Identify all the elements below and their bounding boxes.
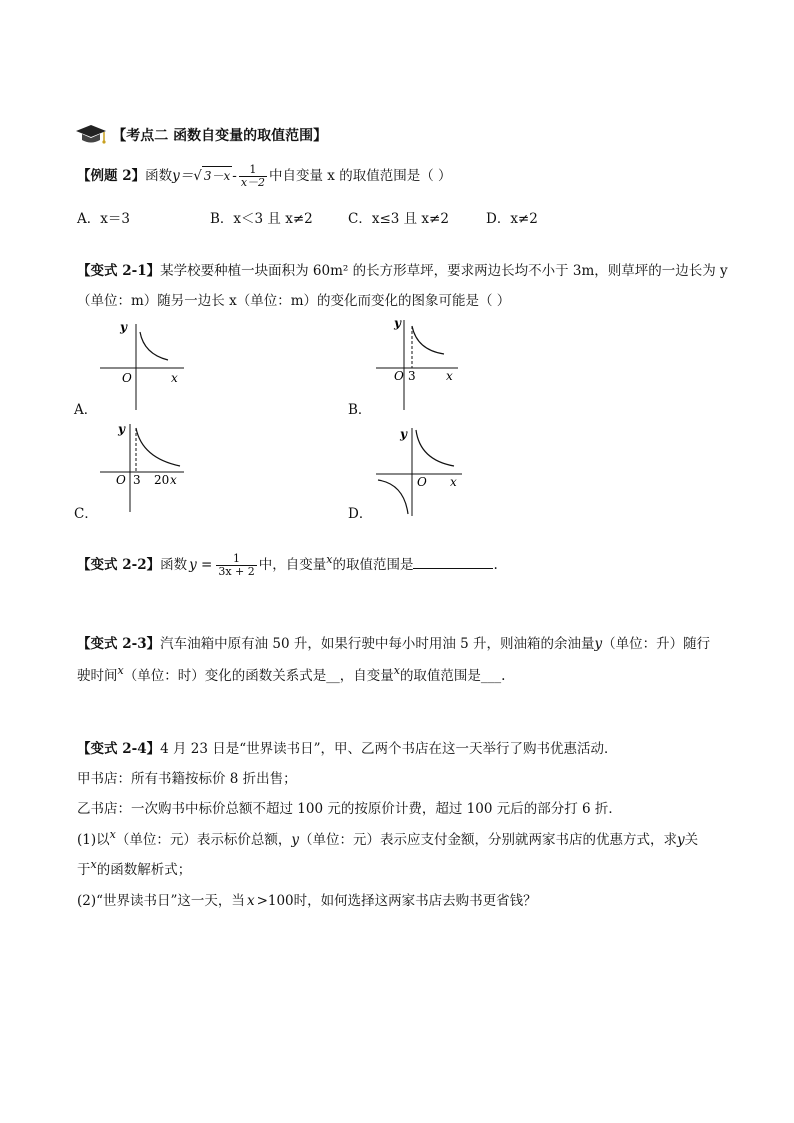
graph-d-origin-label: O — [417, 475, 427, 489]
v22-prefix: 函数 — [160, 557, 188, 573]
v23-var-x: x — [117, 664, 124, 677]
section-title: 【考点二 函数自变量的取值范围】 — [112, 128, 328, 144]
v24-text-4a: (1)以 — [77, 832, 110, 848]
v24-var-x3: x — [90, 858, 97, 871]
graph-c — [96, 418, 192, 514]
graph-d-curve-positive — [416, 430, 454, 466]
v22-suffix: 的取值范围是 — [332, 557, 414, 573]
example2-y-eq: y＝ — [172, 168, 194, 184]
v24-text-4b: （单位：元）表示标价总额， — [115, 832, 292, 848]
example2-minus: - — [232, 168, 237, 184]
example2-fraction — [239, 164, 267, 189]
v23-var-x2: x — [393, 664, 400, 677]
graph-c-three-label: 3 — [133, 473, 141, 487]
example2-option-b[interactable]: B．x＜3 且 x≠2 — [210, 211, 313, 227]
graph-a — [96, 318, 192, 412]
v24-text-5b: 的函数解析式； — [96, 862, 192, 878]
v21-text-line1: 某学校要种植一块面积为 60m² 的长方形草坪，要求两边长均不小于 3m，则草坪的一边长为 y — [160, 263, 728, 279]
v21-option-b[interactable]: B． — [348, 402, 372, 418]
v22-frac-den: 3x + 2 — [218, 565, 255, 578]
v21-option-a[interactable]: A． — [74, 402, 98, 418]
v24-text-5a: 于 — [77, 862, 91, 878]
v24-tag: 【变式 2-4】 — [77, 741, 161, 757]
graph-b-origin-label: O — [394, 369, 404, 383]
v23-text-2c: 的取值范围是___. — [399, 668, 506, 684]
v21-line2: （单位：m）随另一边长 x（单位：m）的变化而变化的图象可能是（ ） — [77, 293, 511, 309]
graph-d-y-label: y — [400, 427, 407, 441]
v21-line1 — [77, 259, 728, 279]
v23-text-1a: 汽车油箱中原有油 50 升，如果行驶中每小时用油 5 升，则油箱的余油量 — [160, 636, 595, 652]
v24-line3: 乙书店：一次购书中标价总额不超过 100 元的按原价计费，超过 100 元后的部分打 6 折． — [77, 801, 622, 817]
v21-option-c[interactable]: C． — [74, 506, 98, 522]
graph-b — [372, 312, 464, 412]
v22-answer-blank[interactable] — [413, 556, 493, 569]
v23-var-y: y — [594, 636, 603, 652]
example2-question: 【例题 2】函数y＝√ 3－x - $\frac{1}{x-2}$ 中自变量 x 的取值范围是（ ） — [77, 163, 452, 189]
v23-tag: 【变式 2-3】 — [77, 636, 161, 652]
v23-line1 — [77, 632, 710, 652]
example2-sqrt: 3－x — [202, 166, 232, 184]
graph-c-curve — [136, 428, 180, 466]
graduation-cap-icon — [74, 124, 108, 146]
v24-var-y2: y — [676, 832, 685, 848]
example2-tag: 【例题 2】 — [77, 168, 146, 184]
v24-var-y: y — [291, 832, 299, 848]
v22-fraction — [216, 553, 256, 578]
example2-frac-den: x－2 — [240, 176, 266, 189]
v22-tag: 【变式 2-2】 — [77, 557, 161, 573]
example2-option-a[interactable]: A．x＝3 — [77, 211, 130, 227]
graph-a-y-label: y — [120, 320, 127, 334]
v24-text-4d: 关 — [684, 832, 699, 848]
graph-d — [372, 422, 468, 518]
example2-frac-num: 1 — [239, 164, 267, 177]
v24-line1 — [77, 737, 618, 757]
graph-d-x-label: x — [450, 475, 457, 489]
v24-line2: 甲书店：所有书籍按标价 8 折出售； — [77, 771, 297, 787]
v24-text-6b: >100 — [256, 893, 294, 909]
v23-text-1b: （单位：升）随行 — [602, 636, 711, 652]
example2-suffix: 中自变量 x 的取值范围是（ ） — [269, 168, 452, 184]
v24-text-1: 4 月 23 日是“世界读书日”，甲、乙两个书店在这一天举行了购书优惠活动． — [160, 741, 618, 757]
v22-mid: 中，自变量 — [258, 557, 327, 573]
v24-text-6c: 时，如何选择这两家书店去购书更省钱？ — [293, 893, 537, 909]
graph-c-y-label: y — [118, 422, 125, 436]
v23-text-2a: 驶时间 — [77, 668, 118, 684]
example2-option-c[interactable]: C．x≤3 且 x≠2 — [348, 211, 449, 227]
graph-b-three-label: 3 — [408, 369, 416, 383]
graph-a-x-label: x — [171, 371, 178, 385]
v21-tag: 【变式 2-1】 — [77, 263, 161, 279]
v24-text-4c: （单位：元）表示应支付金额，分别就两家书店的优惠方式，求 — [298, 832, 677, 848]
v23-line2 — [77, 664, 505, 684]
graph-b-y-label: y — [394, 316, 401, 330]
v22-question — [77, 553, 498, 578]
graph-d-curve-negative — [378, 480, 408, 514]
v24-line6 — [77, 889, 537, 909]
v21-option-d[interactable]: D． — [348, 506, 373, 522]
section-heading — [74, 124, 327, 146]
graph-b-x-label: x — [446, 369, 453, 383]
v22-var: x — [326, 553, 333, 566]
graph-a-origin-label: O — [122, 371, 132, 385]
v23-text-2b: （单位：时）变化的函数关系式是__，自变量 — [123, 668, 394, 684]
example2-option-d[interactable]: D．x≠2 — [486, 211, 538, 227]
example2-prefix: 函数 — [145, 168, 173, 184]
graph-b-curve — [412, 326, 444, 354]
v24-var-x4: x — [246, 893, 255, 909]
v22-frac-num: 1 — [216, 553, 256, 566]
v24-line4 — [77, 828, 698, 848]
v24-text-6a: (2)“世界读书日”这一天，当 — [77, 893, 245, 909]
v22-y-eq: y = — [189, 557, 213, 573]
v24-line5 — [77, 858, 191, 878]
v24-var-x: x — [109, 828, 116, 841]
v22-end: . — [493, 557, 498, 573]
graph-c-twenty-label: 20 — [154, 473, 170, 487]
graph-c-origin-label: O — [116, 473, 126, 487]
graph-c-x-label: x — [170, 473, 177, 487]
graph-a-curve — [140, 332, 168, 360]
